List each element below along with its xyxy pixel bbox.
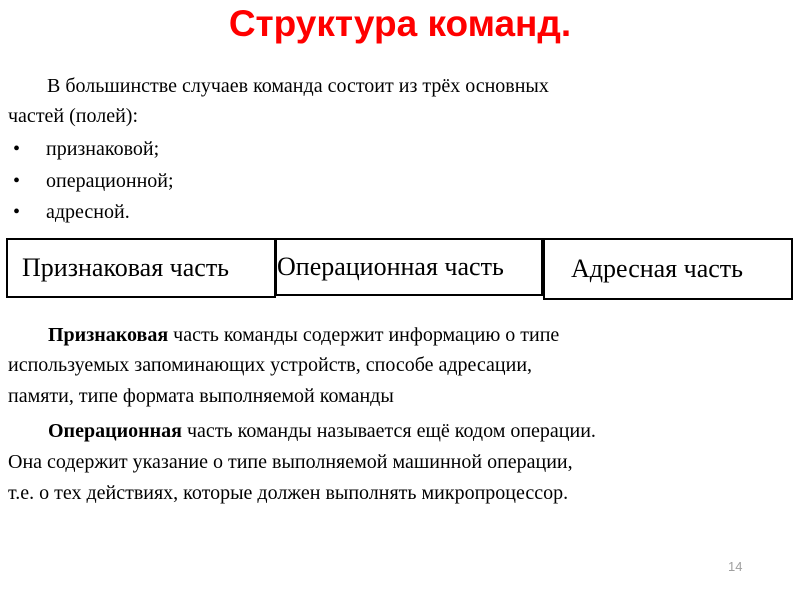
para1-bold-term: Признаковая [48, 324, 169, 346]
slide-title: Структура команд. [228, 3, 572, 44]
bullet-dot: • [13, 138, 21, 160]
field-label-address: Адресная часть [571, 254, 744, 283]
para2-line-3: т.е. о тех действиях, которые должен выполнять микропроцессор. [8, 482, 569, 504]
para2-bold-term: Операционная [48, 420, 182, 442]
para2-line-1 [48, 419, 596, 443]
para2-line-2: Она содержит указание о типе выполняемой машинной операции, [8, 451, 573, 473]
field-box-sign [6, 238, 276, 298]
para1-line-1-rest: часть команды содержит информацию о типе [168, 324, 560, 346]
field-box-address [543, 238, 793, 300]
intro-line-1: В большинстве случаев команда состоит из трёх основных [47, 75, 549, 97]
para2-line-1-rest: часть команды называется ещё кодом операции. [182, 420, 596, 442]
bullet-dot: • [13, 170, 21, 192]
para1-line-3: памяти, типе формата выполняемой команды [8, 385, 394, 407]
field-label-sign: Признаковая часть [22, 253, 230, 282]
field-box-operation [275, 238, 543, 296]
bullet-dot: • [13, 201, 21, 223]
field-label-operation: Операционная часть [277, 252, 504, 281]
bullet-item-2: операционной; [46, 170, 174, 192]
page-number: 14 [728, 559, 743, 574]
intro-line-2: частей (полей): [8, 105, 139, 127]
para1-line-1 [48, 323, 559, 347]
para1-line-2: используемых запоминающих устройств, способе адресации, [8, 354, 533, 376]
bullet-item-1: признаковой; [46, 138, 160, 160]
bullet-item-3: адресной. [46, 201, 130, 223]
